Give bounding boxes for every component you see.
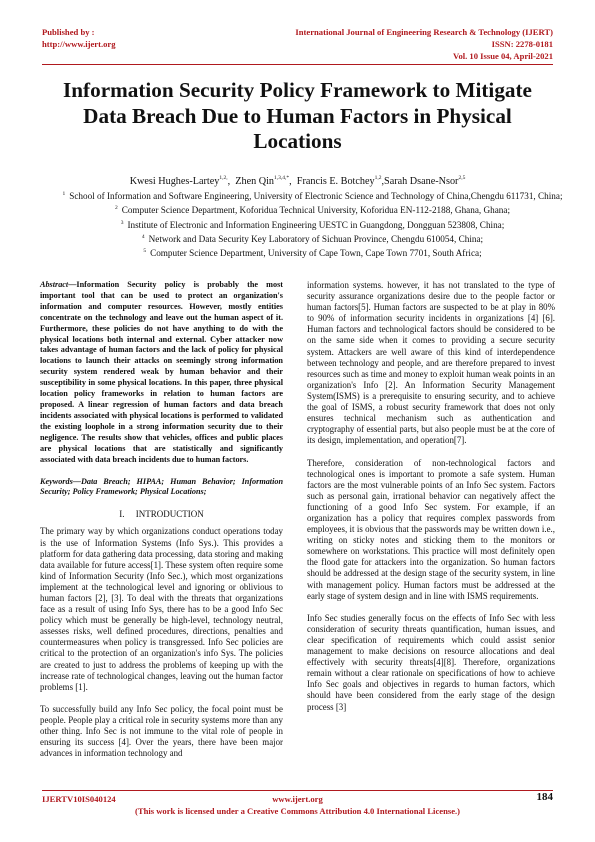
paper-id: IJERTV10IS040124	[42, 794, 116, 804]
published-by-label: Published by :	[42, 27, 95, 37]
keywords-text: —Data Breach; HIPAA; Human Behavior; Information Security; Policy Framework; Physical Locations;	[40, 476, 283, 497]
affiliation: $^5$ Computer Science Department, University of Cape Town, Cape Town 7701, South Africa;	[143, 248, 482, 259]
keywords-lead: Keywords	[40, 476, 73, 486]
author-affiliation-marker: 1,2,	[219, 175, 228, 181]
journal-name: International Journal of Engineering Research & Technology (IJERT)	[295, 27, 553, 37]
publisher-website-link[interactable]: http://www.ijert.org	[42, 39, 116, 49]
author-affiliation-marker: 1,3,4,*	[274, 175, 290, 181]
affiliation-list	[58, 188, 567, 259]
author-name: Kwesi Hughes-Lartey	[129, 176, 220, 187]
author-affiliation-marker: 1,2	[374, 175, 382, 181]
body-paragraph: Therefore, consideration of non-technological factors and technological ones is important to promote a safe system. Human factors are the most vulnerable points of an Info Sec system. Factors such as personal gain, irrational behavior can negatively affect the functioning of a good Info Sec system. For example, if an organization has a policy that requires complex passwords from employees, it is obvious that the passwords may be written down i.e., writing on sticky notes and sticking them to the monitors or somewhere on workstations. This practice will most definitely open the flood gate for attackers into the organization. So human factors should be addressed at the design stage of the security system, in line with management policy. Human factors must be addressed at the early stage of system design and in line with ISMS requirements.	[307, 457, 555, 601]
body-paragraph: The primary way by which organizations conduct operations today is the use of Information Systems (Info Sys.). This provides a platform for data gathering data processing, data storing and making data available for future access[1]. These system often require some kind of Information Security (Info Sec.), which most organizations implement at the technological level and ignoring or oblivious to human factors [2], [3]. To deal with the threats that organizations face as a result of using Info Sys, there has to be a good Info Sec policy which must be generally be high-level, technology neutral, assesses risks, well defined procedures, directions, penalties and countermeasures when policy is transgressed. Info Sec policies are critical to the protection of an organization's info Sys. The policies are created to just to address the problems of keeping up with the increase rate of technological changes, leaving out the human factor problems [1].	[40, 526, 284, 692]
volume-issue: Vol. 10 Issue 04, April-2021	[453, 51, 553, 61]
footer-website-link[interactable]: www.ijert.org	[272, 794, 323, 804]
page-header	[42, 26, 553, 62]
page-footer	[42, 790, 553, 816]
license-notice[interactable]: (This work is licensed under a Creative Commons Attribution 4.0 International License.)	[134, 806, 461, 816]
publisher-block	[42, 26, 116, 50]
page-number: 184	[536, 791, 553, 803]
affiliation: $^2$ Computer Science Department, Koforidua Technical University, Koforidua EN-112-2188, Ghana, Ghana;	[114, 205, 511, 216]
keywords	[40, 477, 283, 499]
journal-block	[295, 26, 553, 62]
issn: ISSN: 2278-0181	[491, 39, 553, 49]
footer-divider	[42, 790, 553, 791]
abstract	[40, 280, 283, 465]
author-name: Zhen Qin	[235, 176, 275, 187]
body-paragraph: information systems. however, it has not translated to the type of security assurance organizations desire due to the people factor or human factors[5]. Human factors are suspected to be at play in 80% to 90% of information security incidents in organizations [4] [6]. Human factors and technological factors should be considered to be on the same side when it comes to providing a secure security system. Attackers are well aware of this kind of interdependence between technology and people, and are therefore prepared to invest resources such as time and money to exploit human weak points in an organization's Info [2]. An Information Security Management System(ISMS) is a prerequisite to ensuring security, and to achieve the goal of ISMS, a robust security framework that does not only ensures technical mechanism such as authentication and cryptography of essential parts, but also people must be at the core of its design, implementation, and operation[7].	[307, 280, 555, 446]
section-title: INTRODUCTION	[135, 509, 204, 520]
abstract-lead: Abstract	[40, 280, 69, 289]
right-column	[307, 280, 555, 724]
body-paragraph: Info Sec studies generally focus on the effects of Info Sec with less consideration of security threats quantification, human issues, and clear specification of requirements which could assist senior management to make decisions on resource allocations and deal effectively with security threats[4][8]. Therefore, organizations remain without a clear rationale on specifications of how to achieve Info Sec goals and objectives in regards to human factors, which should have been considered from the early stage of the design process [3]	[307, 612, 555, 712]
abstract-text: —Information Security policy is probably the most important tool that can be used to protect an organization's information and computer resources. However, mostly entities concentrate on the technology and leave out the human aspect of it. Furthermore, these policies do not have anything to do with the physical locations both internal and external. Cyber attacker now takes advantage of human factors and the lack of policy for physical locations to launch their attacks on seemingly strong information security system rendered weak by human behavior and their susceptibility in some physical locations. In this paper, three physical location policy frameworks in relation to human factors are proposed. A linear regression of human factors and data breach incidents associated with physical locations is performed to validated the existing loophole in a strong information security due to their negligence. The results show that vehicles, offices and public places are physical locations that are statistically and significantly associated with data breach incidents due to human factors.	[40, 280, 283, 464]
affiliation: $^1$ School of Information and Software Engineering, University of Electronic Science and Technology of China,Chengdu 611731, China;	[62, 191, 563, 201]
author-affiliation-marker: 2,5	[458, 175, 466, 181]
section-number: I.	[119, 509, 125, 520]
affiliation: $^3$ Institute of Electronic and Information Engineering UESTC in Guangdong, Dongguan 523808, China;	[120, 219, 505, 230]
left-column	[40, 280, 283, 770]
header-divider	[42, 64, 553, 65]
affiliation: $^4$ Network and Data Security Key Laboratory of Sichuan Province, Chengdu 610054, China;	[141, 233, 484, 244]
author-name: Sarah Dsane-Nsor	[384, 176, 459, 187]
body-paragraph: To successfully build any Info Sec policy, the focal point must be people. People play a critical role in security systems more than any other thing. Info Sec is not immune to the vital role of people in ensuring its success [4]. Over the years, there have been major advances in information technology and	[40, 703, 283, 759]
paper-title: Information Security Policy Framework to Mitigate Data Breach Due to Human Factors in Physical Locations	[63, 78, 532, 153]
section-heading	[40, 509, 283, 520]
author-list: Kwesi Hughes-Lartey$^{1,2,}$, Zhen Qin$^{1,3,4,*}$, Francis E. Botchey$^{1,2}$,Sarah Dsane-Nsor$^{2,5}$	[129, 175, 466, 187]
author-name: Francis E. Botchey	[296, 176, 375, 187]
